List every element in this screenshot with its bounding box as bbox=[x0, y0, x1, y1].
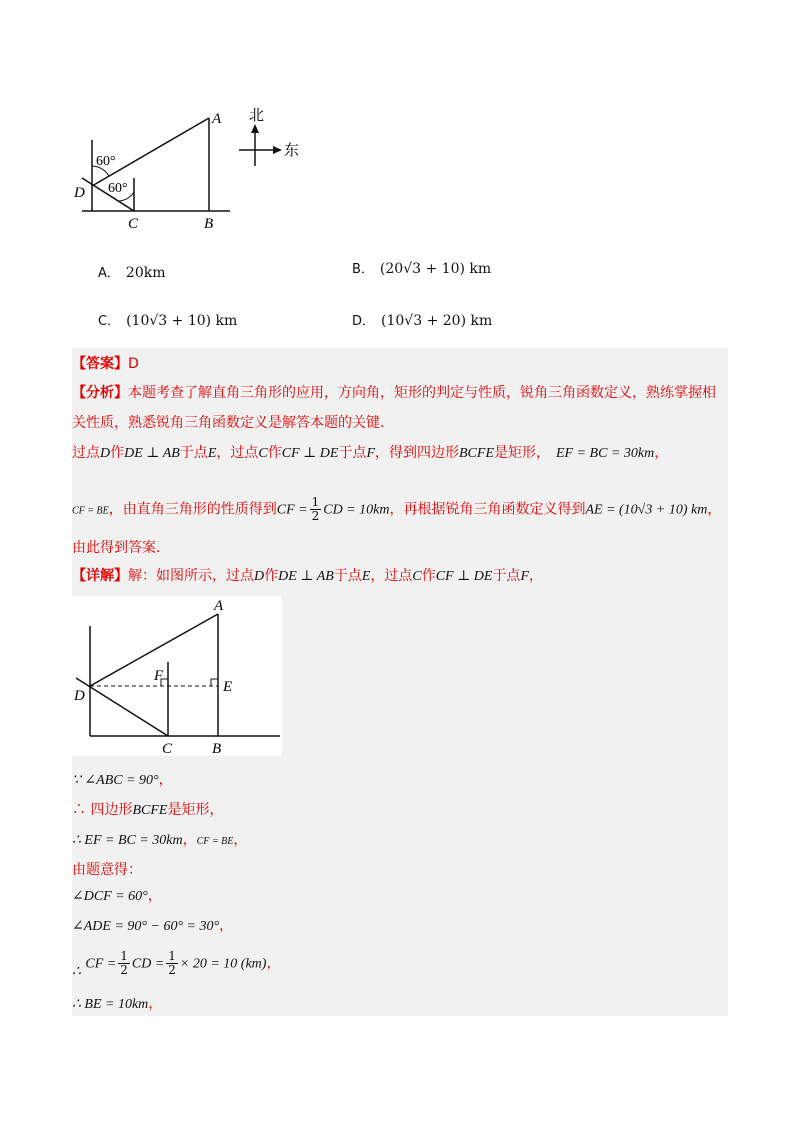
fraction bbox=[166, 950, 178, 977]
fraction-denominator: 2 bbox=[120, 963, 128, 977]
detail-text: 作 bbox=[421, 568, 436, 584]
option-b[interactable] bbox=[352, 258, 491, 277]
analysis-text: ， bbox=[707, 501, 722, 518]
option-text: (10√3 + 20) km bbox=[381, 313, 493, 329]
math: CD = bbox=[131, 956, 165, 972]
analysis-text: 是矩形， bbox=[494, 445, 550, 461]
analysis-line-1 bbox=[72, 383, 716, 403]
analysis-text: 由此得到答案. bbox=[72, 540, 161, 556]
analysis-text: 作 bbox=[110, 445, 125, 461]
analysis-line-4 bbox=[72, 496, 721, 523]
detail-text: ， bbox=[529, 568, 543, 584]
math: CF = BE bbox=[72, 505, 109, 517]
math: CF = bbox=[85, 956, 117, 972]
math: DE ⊥ AB bbox=[278, 569, 334, 584]
detail-text: 是矩形， bbox=[167, 802, 224, 818]
math: ∵ ∠ABC = 90° bbox=[72, 773, 159, 788]
analysis-line-3 bbox=[72, 443, 668, 464]
point-label: D bbox=[74, 185, 85, 201]
detail-text: ， bbox=[233, 832, 248, 848]
fraction-denominator: 2 bbox=[168, 963, 176, 977]
analysis-text: 本题考查了解直角三角形的应用，方向角，矩形的判定与性质，锐角三角函数定义，熟练掌握相 bbox=[128, 385, 716, 401]
detail-tag: 【详解】 bbox=[72, 568, 128, 584]
step-8 bbox=[72, 994, 162, 1015]
point-label: C bbox=[162, 741, 173, 756]
point-label: D bbox=[74, 688, 85, 704]
point-label: B bbox=[212, 741, 222, 756]
math: ∴ EF = BC = 30km bbox=[72, 833, 183, 848]
math: CF = BE bbox=[196, 836, 234, 847]
east-label: 东 bbox=[284, 141, 300, 159]
math: BCFE bbox=[132, 803, 168, 818]
point-label: B bbox=[204, 216, 214, 232]
detail-text: ∴ 四边形 bbox=[72, 802, 133, 818]
detail-text: ， bbox=[219, 918, 234, 934]
problem-figure bbox=[72, 100, 312, 240]
detail-text: 于点 bbox=[333, 568, 362, 584]
solution-panel bbox=[72, 348, 728, 1016]
fraction bbox=[310, 496, 322, 523]
point-label: A bbox=[212, 111, 222, 127]
solution-figure bbox=[72, 596, 282, 756]
option-text: (10√3 + 10) km bbox=[126, 313, 238, 329]
step-5 bbox=[72, 886, 162, 907]
math: CF = bbox=[276, 502, 308, 518]
option-letter: A． bbox=[98, 266, 120, 281]
point-label: F bbox=[154, 668, 164, 684]
point-label: C bbox=[128, 216, 139, 232]
math: ∴ bbox=[72, 964, 81, 980]
analysis-line-5 bbox=[72, 538, 160, 558]
math: CF ⊥ DE bbox=[435, 569, 493, 584]
option-d[interactable] bbox=[352, 310, 492, 329]
step-2 bbox=[72, 800, 223, 821]
detail-text: ， bbox=[148, 996, 163, 1012]
math: × 20 = 10 (km) bbox=[179, 956, 267, 972]
step-7 bbox=[72, 950, 280, 986]
math: ∠DCF = 60° bbox=[72, 889, 148, 904]
math: ∴ BE = 10km bbox=[72, 997, 149, 1012]
math: CD = 10km bbox=[323, 502, 390, 518]
math: DE ⊥ AB bbox=[124, 446, 180, 461]
detail-text: ，过点 bbox=[370, 568, 413, 584]
detail-text: 于点 bbox=[492, 568, 521, 584]
point-label: E bbox=[223, 679, 233, 695]
math: C bbox=[258, 446, 268, 461]
math: D bbox=[100, 446, 111, 461]
option-a[interactable] bbox=[98, 262, 165, 281]
analysis-text: ，由直角三角形的性质得到 bbox=[108, 501, 277, 518]
math: D bbox=[254, 569, 265, 584]
analysis-text: ，得到四边形 bbox=[375, 445, 459, 461]
answer-line bbox=[72, 354, 139, 374]
fraction-numerator: 1 bbox=[120, 949, 128, 963]
analysis-text: 作 bbox=[267, 445, 282, 461]
angle-label: 60° bbox=[108, 181, 128, 196]
answer-tag: 【答案】 bbox=[72, 356, 128, 372]
step-4 bbox=[72, 860, 142, 880]
option-text: (20√3 + 10) km bbox=[379, 261, 492, 277]
analysis-text: 关性质，熟悉锐角三角函数定义是解答本题的关键. bbox=[72, 415, 385, 431]
math: CF ⊥ DE bbox=[281, 446, 339, 461]
detail-intro bbox=[72, 566, 543, 587]
math: F bbox=[520, 569, 529, 584]
option-c[interactable] bbox=[98, 310, 237, 329]
option-text: 20km bbox=[125, 265, 166, 281]
detail-text: ， bbox=[147, 888, 162, 904]
analysis-text: ， bbox=[654, 445, 669, 461]
detail-text: 作 bbox=[264, 568, 279, 584]
analysis-line-2 bbox=[72, 413, 384, 433]
fraction bbox=[118, 950, 130, 977]
option-letter: C． bbox=[98, 314, 121, 329]
step-3 bbox=[72, 830, 247, 852]
analysis-tag: 【分析】 bbox=[72, 385, 128, 401]
fraction-numerator: 1 bbox=[168, 949, 176, 963]
detail-text: 由题意得： bbox=[72, 862, 142, 878]
detail-text: 解：如图所示，过点 bbox=[128, 568, 254, 584]
math: E bbox=[207, 446, 217, 461]
analysis-text: 于点 bbox=[338, 445, 367, 461]
math: ∠ADE = 90° − 60° = 30° bbox=[72, 919, 220, 934]
analysis-text: ，再根据锐角三角函数定义得到 bbox=[389, 501, 586, 518]
option-letter: D． bbox=[352, 314, 376, 329]
detail-text: ， bbox=[158, 772, 173, 788]
answer-value: D bbox=[128, 356, 139, 372]
point-label: A bbox=[214, 598, 224, 614]
math: E bbox=[361, 569, 371, 584]
detail-text: ， bbox=[182, 832, 197, 848]
math: EF = BC = 30km bbox=[556, 446, 655, 461]
analysis-text: ，过点 bbox=[216, 445, 259, 461]
math: C bbox=[412, 569, 422, 584]
fraction-denominator: 2 bbox=[311, 509, 320, 523]
math: F bbox=[366, 446, 375, 461]
step-6 bbox=[72, 916, 233, 937]
math: AE = (10√3 + 10) km bbox=[585, 502, 708, 518]
analysis-text: 过点 bbox=[72, 445, 100, 461]
north-label: 北 bbox=[249, 106, 265, 124]
detail-text: ， bbox=[266, 955, 281, 972]
option-letter: B． bbox=[352, 262, 374, 277]
angle-label: 60° bbox=[96, 154, 116, 169]
analysis-text: 于点 bbox=[179, 445, 208, 461]
math: BCFE bbox=[459, 446, 494, 461]
fraction-numerator: 1 bbox=[311, 495, 320, 509]
step-1 bbox=[72, 770, 173, 791]
